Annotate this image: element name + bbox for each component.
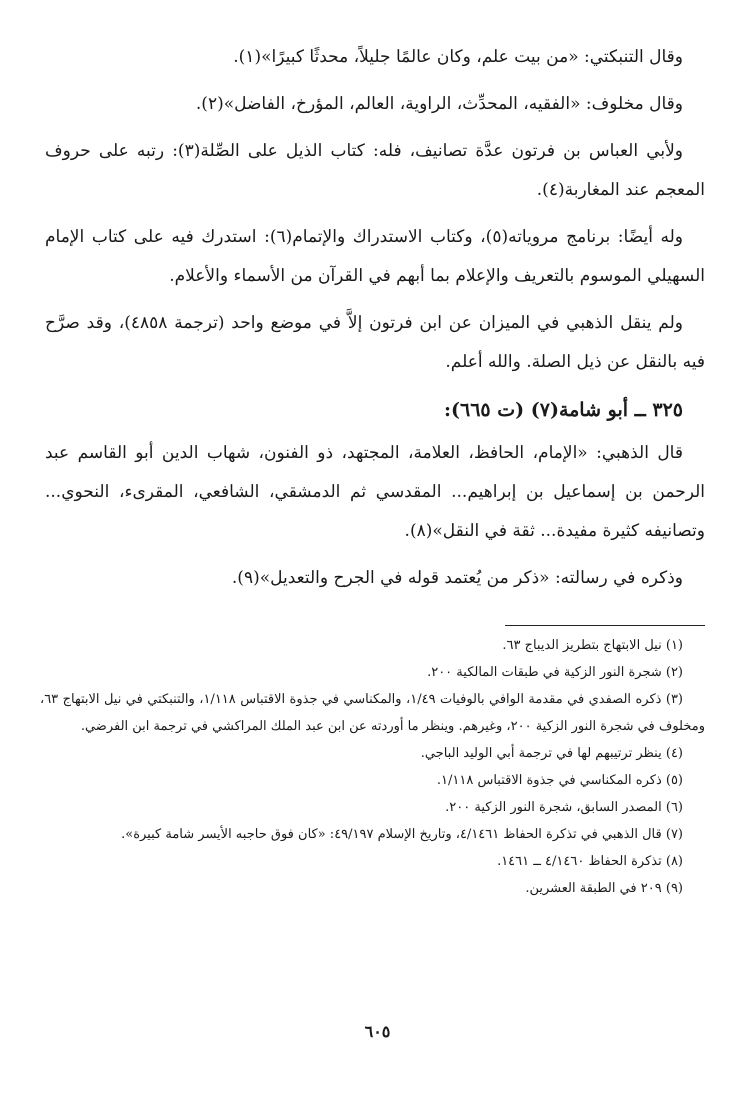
- footnote-1: (١) نيل الابتهاج بتطريز الديباج ٦٣.: [502, 638, 683, 653]
- main-text: [45, 38, 705, 602]
- footnote-9: (٩) ٢٠٩ في الطبقة العشرين.: [525, 881, 683, 896]
- paragraph-works: ولأبي العباس بن فرتون عدَّة تصانيف، فله: كتاب الذيل على الصِّلة(٣): رتبه على حروف المعجم عند المغاربة(٤).: [45, 141, 705, 200]
- footnote-divider: [505, 625, 705, 626]
- footnote-2: (٢) شجرة النور الزكية في طبقات المالكية ٢٠٠.: [427, 665, 683, 680]
- footnote-7: (٧) قال الذهبي في تذكرة الحفاظ ٤/١٤٦١، وتاريخ الإسلام ٤٩/١٩٧: «كان فوق حاجبه الأيسر شامة كبيرة».: [121, 827, 683, 842]
- footnotes: [40, 632, 705, 902]
- page-number: ٦٠٥: [364, 1022, 391, 1041]
- paragraph-risala: وذكره في رسالته: «ذكر من يُعتمد قوله في الجرح والتعديل»(٩).: [231, 568, 683, 588]
- entry-heading: ٣٢٥ ــ أبو شامة(٧) (ت ٦٦٥):: [443, 399, 683, 421]
- paragraph-tunbukti: وقال التنبكتي: «من بيت علم، وكان عالمًا جليلاً، محدثًا كبيرًا»(١).: [233, 47, 683, 67]
- footnote-6: (٦) المصدر السابق، شجرة النور الزكية ٢٠٠.: [445, 800, 683, 815]
- footnote-3: (٣) ذكره الصفدي في مقدمة الوافي بالوفيات ١/٤٩، والمكناسي في جذوة الاقتباس ١/١١٨، والتنبكتي في نيل الابتهاج ٦٣، ومخلوف في شجرة النور الزكية ٢٠٠، وغيرهم. وينظر ما أوردته عن ابن عبد الملك المراكشي في ترجمة ابن الفرضي.: [40, 692, 705, 734]
- paragraph-dhahabi: قال الذهبي: «الإمام، الحافظ، العلامة، المجتهد، ذو الفنون، شهاب الدين أبو القاسم عبد الرحمن بن إسماعيل بن إبراهيم... المقدسي ثم الدمشقي، الشافعي، المقرىء، النحوي... وتصانيفه كثيرة مفيدة... ثقة في النقل»(٨).: [45, 443, 705, 541]
- paragraph-makhluf: وقال مخلوف: «الفقيه، المحدِّث، الراوية، العالم، المؤرخ، الفاضل»(٢).: [195, 94, 683, 114]
- footnote-4: (٤) ينظر ترتيبهم لها في ترجمة أبي الوليد الباجي.: [420, 746, 683, 761]
- paragraph-works-more: وله أيضًا: برنامج مروياته(٥)، وكتاب الاستدراك والإتمام(٦): استدرك فيه على كتاب الإمام السهيلي الموسوم بالتعريف والإعلام بما أبهم في القرآن من الأسماء والأعلام.: [45, 227, 705, 286]
- footnote-8: (٨) تذكرة الحفاظ ٤/١٤٦٠ ــ ١٤٦١.: [497, 854, 683, 869]
- paragraph-mizan: ولم ينقل الذهبي في الميزان عن ابن فرتون إلاَّ في موضع واحد (ترجمة ٤٨٥٨)، وقد صرَّح فيه بالنقل عن ذيل الصلة. والله أعلم.: [45, 313, 705, 372]
- footnote-5: (٥) ذكره المكناسي في جذوة الاقتباس ١/١١٨.: [436, 773, 683, 788]
